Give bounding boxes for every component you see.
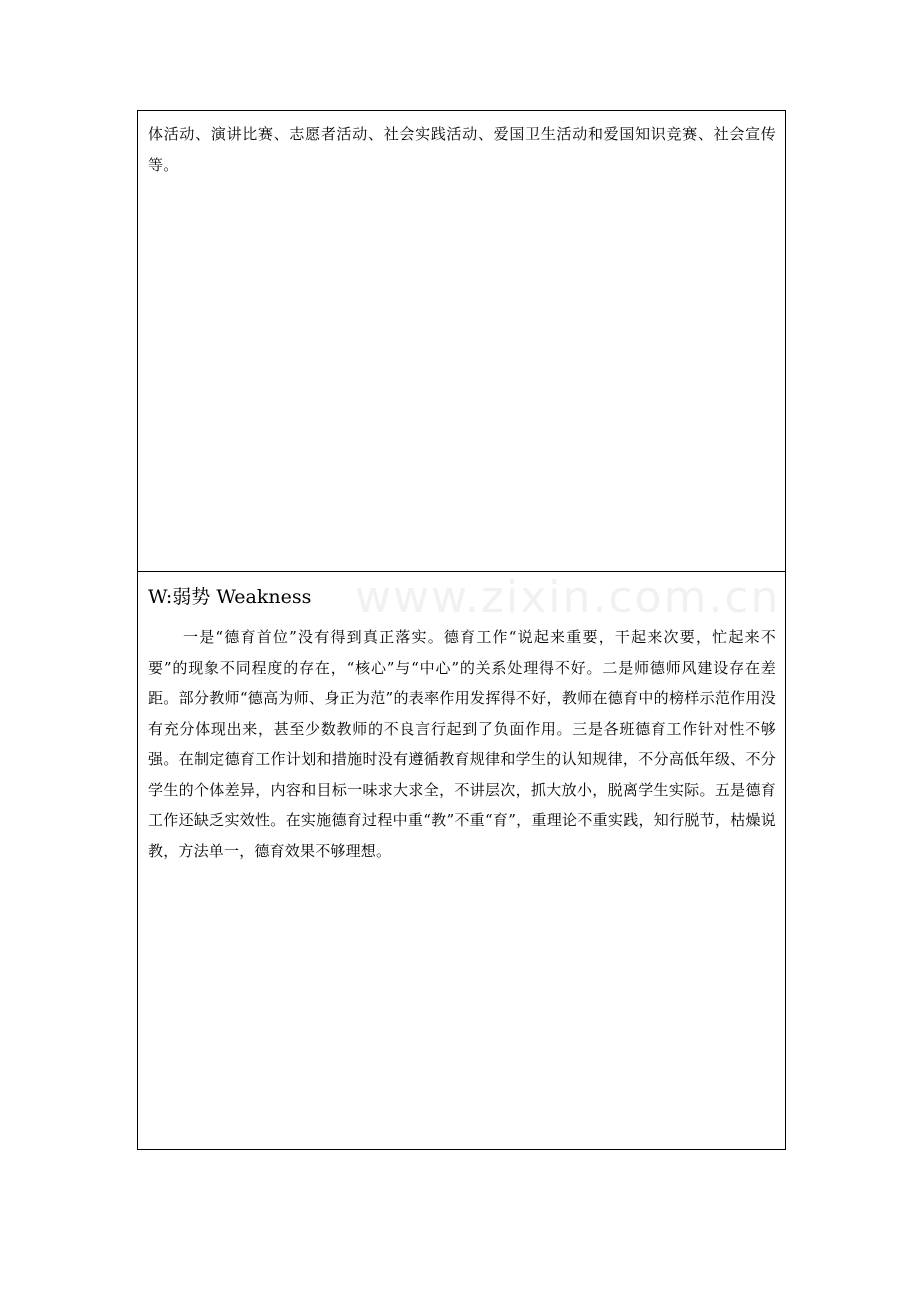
weakness-cell <box>138 572 785 1150</box>
strengths-continuation-cell <box>138 111 785 572</box>
weakness-paragraph: 一是“德育首位”没有得到真正落实。德育工作“说起来重要，干起来次要，忙起来不要”的现象不同程度的存在，“核心”与“中心”的关系处理得不好。二是师德师风建设存在差距。部分教师“德高为师、身正为范”的表率作用发挥得不好，教师在德育中的榜样示范作用没有充分体现出来，甚至少数教师的不良言行起到了负面作用。三是各班德育工作针对性不够强。在制定德育工作计划和措施时没有遵循教育规律和学生的认知规律，不分高低年级、不分学生的个体差异，内容和目标一味求大求全，不讲层次，抓大放小，脱离学生实际。五是德育工作还缺乏实效性。在实施德育过程中重“教”不重“育”，重理论不重实践，知行脱节，枯燥说教，方法单一，德育效果不够理想。 <box>148 628 776 860</box>
site-watermark: www.zixin.com.cn <box>355 572 781 623</box>
strengths-continuation-text: 体活动、演讲比赛、志愿者活动、社会实践活动、爱国卫生活动和爱国知识竞赛、社会宣传等。 <box>148 125 776 174</box>
weakness-heading: W:弱势 Weakness <box>148 586 312 608</box>
swot-table <box>137 110 786 1150</box>
